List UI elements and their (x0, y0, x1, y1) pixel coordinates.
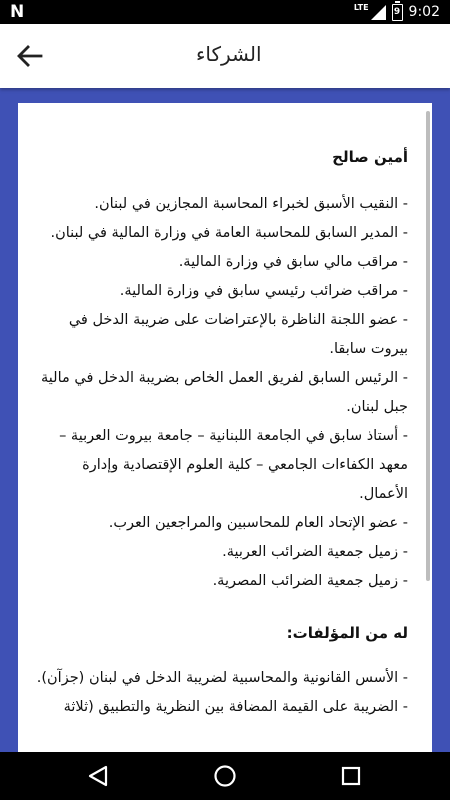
status-icons (354, 0, 440, 24)
profile-line: - الرئيس السابق لفريق العمل الخاص بضريبة الدخل في مالية جبل لبنان. (41, 370, 408, 415)
page-title: الشركاء (196, 42, 262, 66)
status-time: 9:02 (408, 4, 440, 20)
content-card[interactable] (18, 103, 432, 763)
profile-line: - مراقب مالي سابق في وزارة المالية. (178, 254, 408, 270)
scrollbar[interactable] (426, 111, 430, 581)
nav-home-icon[interactable] (213, 764, 237, 788)
profile-line: - النقيب الأسبق لخبراء المحاسبة المجازين في لبنان. (94, 196, 408, 212)
arrow-back-icon[interactable] (14, 40, 46, 72)
publication-line: - الأسس القانونية والمحاسبية لضريبة الدخل في لبنان (جزآن). (36, 670, 408, 686)
profile-line: - زميل جمعية الضرائب العربية. (222, 544, 408, 560)
app-bar (0, 24, 450, 88)
battery-level: 9 (393, 6, 401, 17)
partner-profile (30, 143, 408, 722)
network-label: LTE (353, 2, 369, 12)
status-bar (0, 0, 450, 24)
battery-icon (392, 4, 403, 21)
publication-line: - الضريبة على القيمة المضافة بين النظرية والتطبيق (ثلاثة (63, 699, 408, 715)
profile-line: - المدير السابق للمحاسبة العامة في وزارة المالية في لبنان. (50, 225, 408, 241)
navigation-bar (0, 752, 450, 800)
n-logo-icon: N (10, 2, 25, 22)
profile-line: - عضو اللجنة الناظرة بالإعتراضات على ضريبة الدخل في بيروت سابقا. (68, 312, 408, 357)
partner-name: أمين صالح (332, 148, 408, 166)
profile-line: - زميل جمعية الضرائب المصرية. (212, 573, 408, 589)
publications-heading: له من المؤلفات: (286, 624, 408, 642)
nav-back-icon[interactable] (86, 764, 110, 788)
profile-line: - مراقب ضرائب رئيسي سابق في وزارة المالية. (119, 283, 408, 299)
nav-recents-icon[interactable] (339, 764, 363, 788)
profile-line: - أستاذ سابق في الجامعة اللبنانية – جامعة بيروت العربية – معهد الكفاءات الجامعي – كلية العلوم الإقتصادية وإدارة الأعمال. (59, 428, 408, 502)
profile-line: - عضو الإتحاد العام للمحاسبين والمراجعين العرب. (108, 515, 408, 531)
signal-icon (371, 5, 386, 20)
